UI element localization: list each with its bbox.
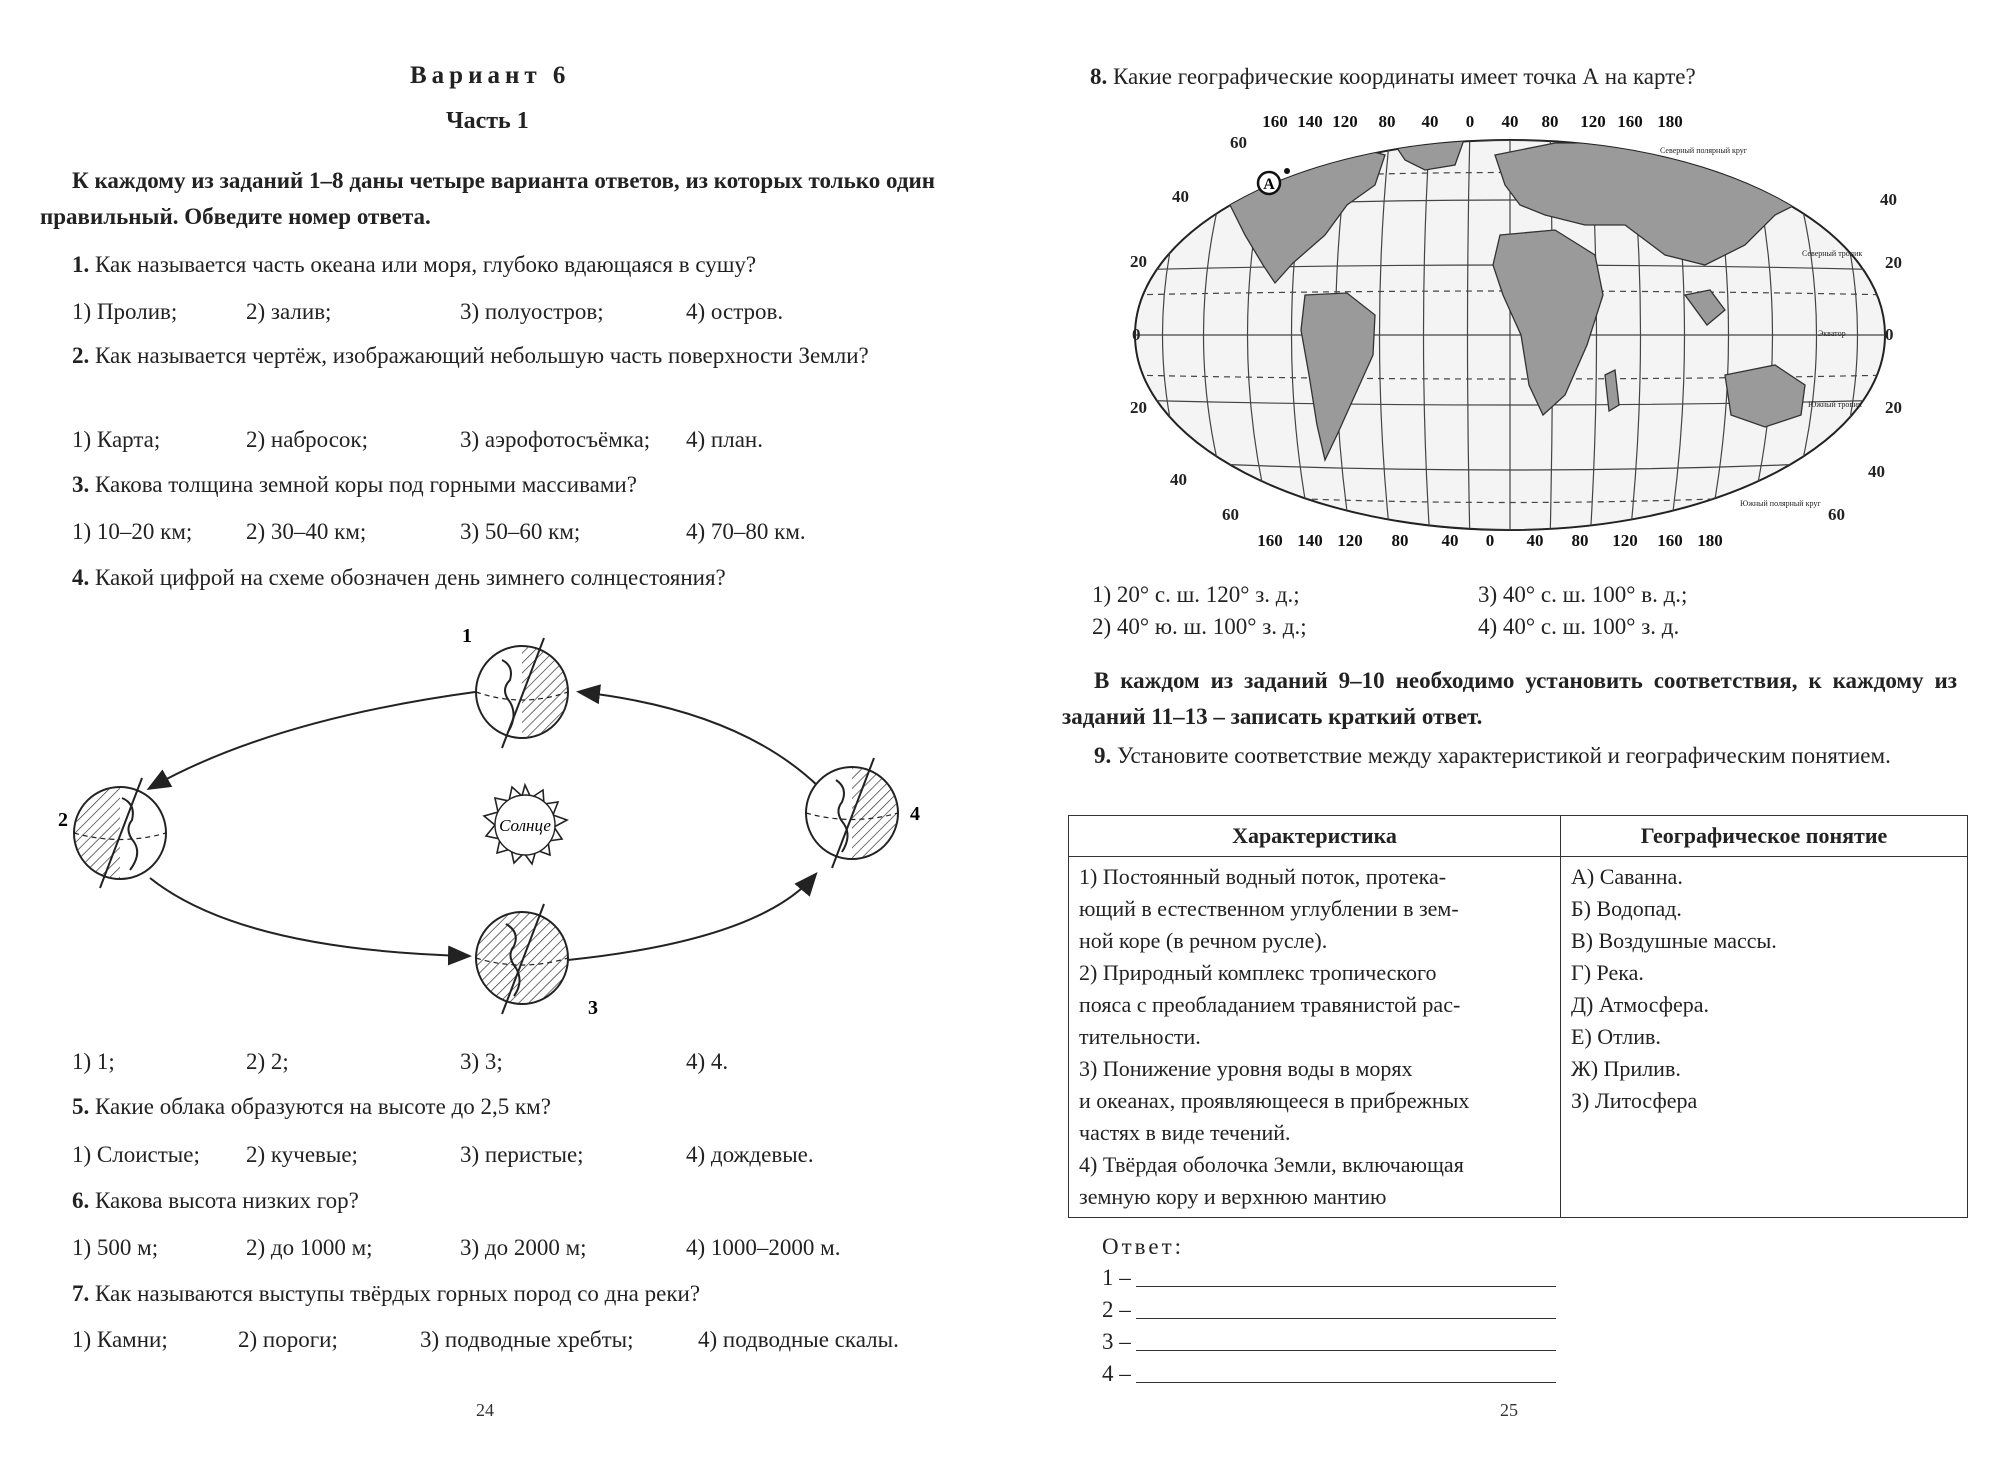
earth-position-1 <box>476 638 568 748</box>
q4-option-1[interactable]: 1) 1; <box>72 1049 115 1074</box>
top-lon-label: 180 <box>1657 115 1683 131</box>
matching-table <box>1068 815 1968 1218</box>
characteristic-line: и океанах, проявляющееся в прибрежных <box>1079 1088 1470 1113</box>
earth-label-4: 4 <box>910 803 920 825</box>
orbit-arrow-top-right <box>580 692 820 788</box>
earth-orbit-diagram <box>40 620 960 1030</box>
map-line-label: Северный полярный круг <box>1660 146 1748 155</box>
concept-item: Ж) Прилив. <box>1571 1056 1681 1081</box>
instructions: К каждому из заданий 1–8 даны четыре варианта ответов, из которых только один правильный. Обведите номер ответа. <box>40 168 935 229</box>
characteristic-line: пояса с преобладанием травянистой рас- <box>1079 992 1461 1017</box>
page-number-right: 25 <box>1500 1400 1518 1420</box>
q6-option-4[interactable]: 4) 1000–2000 м. <box>686 1235 841 1260</box>
lat-label-right: 0 <box>1885 325 1894 344</box>
q1-option-1[interactable]: 1) Пролив; <box>72 299 178 324</box>
answer-input-1[interactable] <box>1136 1286 1556 1287</box>
q1-option-4[interactable]: 4) остров. <box>686 299 784 324</box>
characteristic-line: ющий в естественном углублении в зем- <box>1079 896 1459 921</box>
bottom-lon-label: 160 <box>1257 531 1283 550</box>
point-a-label: А <box>1263 176 1275 193</box>
bottom-lon-label: 0 <box>1485 531 1495 550</box>
earth-position-2 <box>74 778 166 888</box>
top-lon-label: 120 <box>1332 115 1358 131</box>
page-number-left: 24 <box>476 1400 494 1420</box>
table-header-characteristic: Характеристика <box>1069 816 1561 857</box>
lat-label-left: 60 <box>1222 505 1239 524</box>
q8-option-1[interactable]: 1) 20° с. ш. 120° з. д.; <box>1092 582 1300 607</box>
top-lon-label: 120 <box>1580 115 1606 131</box>
lat-label-right: 20 <box>1885 253 1902 272</box>
concept-item: Е) Отлив. <box>1571 1024 1661 1049</box>
q4-option-2[interactable]: 2) 2; <box>246 1049 289 1074</box>
q5-option-4[interactable]: 4) дождевые. <box>686 1142 814 1167</box>
part-title: Часть 1 <box>446 108 529 134</box>
question-6: 6. Какова высота низких гор? <box>72 1188 359 1213</box>
characteristic-line: ной коре (в речном русле). <box>1079 928 1328 953</box>
bottom-lon-label: 40 <box>1526 531 1544 550</box>
answer-label: Ответ: <box>1102 1234 1185 1259</box>
right-page <box>1000 0 2000 1461</box>
earth-label-3: 3 <box>588 997 598 1019</box>
answer-row-label: 1 – <box>1102 1265 1131 1290</box>
q7-option-2[interactable]: 2) пороги; <box>238 1327 338 1352</box>
q4-option-3[interactable]: 3) 3; <box>460 1049 503 1074</box>
orbit-arrow-top-left <box>150 692 475 788</box>
top-lon-label: 0 <box>1465 115 1475 131</box>
variant-title: Вариант 6 <box>410 62 571 89</box>
concept-item: Б) Водопад. <box>1571 896 1682 921</box>
lat-label-left: 20 <box>1130 398 1147 417</box>
characteristic-line: земную кору и верхнюю мантию <box>1079 1184 1387 1209</box>
lat-label-left: 60 <box>1230 133 1247 152</box>
answer-row-label: 3 – <box>1102 1329 1131 1354</box>
answer-input-3[interactable] <box>1136 1350 1556 1351</box>
answer-row-label: 4 – <box>1102 1361 1131 1386</box>
bottom-lon-label: 80 <box>1391 531 1409 550</box>
orbit-arrow-bottom-right <box>568 875 815 960</box>
bottom-lon-label: 140 <box>1297 531 1323 550</box>
lat-label-left: 40 <box>1170 470 1187 489</box>
q5-option-3[interactable]: 3) перистые; <box>460 1142 584 1167</box>
bottom-lon-label: 40 <box>1441 531 1459 550</box>
concept-item: В) Воздушные массы. <box>1571 928 1777 953</box>
lat-label-right: 20 <box>1885 398 1902 417</box>
concept-item: А) Саванна. <box>1571 864 1683 889</box>
map-line-label: Северный тропик <box>1802 249 1863 258</box>
top-lon-label: 160 <box>1262 115 1288 131</box>
answer-input-4[interactable] <box>1136 1382 1556 1383</box>
top-lon-label: 40 <box>1421 115 1439 131</box>
table-header-concept: Географическое понятие <box>1561 816 1968 857</box>
earth-position-3 <box>476 904 568 1014</box>
answer-input-2[interactable] <box>1136 1318 1556 1319</box>
q7-option-1[interactable]: 1) Камни; <box>72 1327 168 1352</box>
q4-option-4[interactable]: 4) 4. <box>686 1049 729 1074</box>
concept-item: З) Литосфера <box>1571 1088 1698 1113</box>
concept-item: Г) Река. <box>1571 960 1644 985</box>
map-line-label: Южный тропик <box>1808 400 1862 409</box>
bottom-lon-label: 120 <box>1612 531 1638 550</box>
question-1: 1. Как называется часть океана или моря, глубоко вдающаяся в сушу? <box>72 252 757 277</box>
q7-option-3[interactable]: 3) подводные хребты; <box>420 1327 634 1352</box>
top-lon-label: 160 <box>1617 115 1643 131</box>
lat-label-left: 0 <box>1132 325 1141 344</box>
bottom-lon-label: 120 <box>1337 531 1363 550</box>
q6-option-2[interactable]: 2) до 1000 м; <box>246 1235 373 1260</box>
concepts-cell <box>1561 857 1968 1218</box>
q2-option-3[interactable]: 3) аэрофотосъёмка; <box>460 427 651 452</box>
lat-label-right: 60 <box>1828 505 1845 524</box>
world-map <box>1125 115 1895 550</box>
question-5: 5. Какие облака образуются на высоте до 2,5 км? <box>72 1094 551 1119</box>
lat-label-right: 40 <box>1868 462 1885 481</box>
characteristic-line: тительности. <box>1079 1024 1201 1049</box>
top-lon-label: 80 <box>1378 115 1396 131</box>
earth-position-4 <box>806 758 898 868</box>
q3-option-4[interactable]: 4) 70–80 км. <box>686 519 806 544</box>
characteristic-line: 2) Природный комплекс тропического <box>1079 960 1437 985</box>
q7-option-4[interactable]: 4) подводные скалы. <box>698 1327 899 1352</box>
q5-option-1[interactable]: 1) Слоистые; <box>72 1142 200 1167</box>
top-lon-label: 140 <box>1297 115 1323 131</box>
question-2: 2. Как называется чертёж, изображающий небольшую часть поверхности Земли? <box>72 343 869 368</box>
q6-option-3[interactable]: 3) до 2000 м; <box>460 1235 587 1260</box>
lat-label-left: 40 <box>1172 187 1189 206</box>
q5-option-2[interactable]: 2) кучевые; <box>246 1142 358 1167</box>
concept-item: Д) Атмосфера. <box>1571 992 1710 1017</box>
earth-label-2: 2 <box>58 809 68 831</box>
q6-option-1[interactable]: 1) 500 м; <box>72 1235 159 1260</box>
lat-label-right: 40 <box>1880 190 1897 209</box>
question-4: 4. Какой цифрой на схеме обозначен день зимнего солнцестояния? <box>72 565 726 590</box>
q1-option-3[interactable]: 3) полуостров; <box>460 299 604 324</box>
question-3: 3. Какова толщина земной коры под горными массивами? <box>72 472 637 497</box>
map-line-label: Экватор <box>1818 329 1846 338</box>
q2-option-2[interactable]: 2) набросок; <box>246 427 368 452</box>
q3-option-1[interactable]: 1) 10–20 км; <box>72 519 193 544</box>
answer-row-label: 2 – <box>1102 1297 1131 1322</box>
map-line-label: Южный полярный круг <box>1740 499 1821 508</box>
q2-option-1[interactable]: 1) Карта; <box>72 427 161 452</box>
top-lon-label: 80 <box>1541 115 1559 131</box>
question-9: 9. Установите соответствие между характеристикой и географическим понятием. <box>1094 743 1891 768</box>
bottom-lon-label: 160 <box>1657 531 1683 550</box>
characteristic-line: 1) Постоянный водный поток, протека- <box>1079 864 1447 889</box>
top-lon-label: 40 <box>1501 115 1519 131</box>
characteristic-line: частях в виде течений. <box>1079 1120 1291 1145</box>
question-8: 8. Какие географические координаты имеет точка А на карте? <box>1090 64 1696 89</box>
bottom-lon-label: 80 <box>1571 531 1589 550</box>
characteristics-cell <box>1069 857 1561 1218</box>
instructions-2: В каждом из заданий 9–10 необходимо установить соответствия, к каждому из заданий 11–13 – записать краткий ответ. <box>1062 668 1957 729</box>
characteristic-line: 4) Твёрдая оболочка Земли, включающая <box>1079 1152 1464 1177</box>
q1-option-2[interactable]: 2) залив; <box>246 299 332 324</box>
q8-option-2[interactable]: 2) 40° ю. ш. 100° з. д.; <box>1092 614 1307 639</box>
q2-option-4[interactable]: 4) план. <box>686 427 763 452</box>
sun-label: Солнце <box>499 816 551 835</box>
q8-option-3[interactable]: 3) 40° с. ш. 100° в. д.; <box>1478 582 1688 607</box>
q3-option-3[interactable]: 3) 50–60 км; <box>460 519 581 544</box>
lat-label-left: 20 <box>1130 252 1147 271</box>
q8-option-4[interactable]: 4) 40° с. ш. 100° з. д. <box>1478 614 1680 639</box>
bottom-lon-label: 180 <box>1697 531 1723 550</box>
question-7: 7. Как называются выступы твёрдых горных пород со дна реки? <box>72 1281 701 1306</box>
earth-label-1: 1 <box>462 625 472 647</box>
orbit-arrow-bottom-left <box>150 878 468 956</box>
q3-option-2[interactable]: 2) 30–40 км; <box>246 519 367 544</box>
characteristic-line: 3) Понижение уровня воды в морях <box>1079 1056 1413 1081</box>
